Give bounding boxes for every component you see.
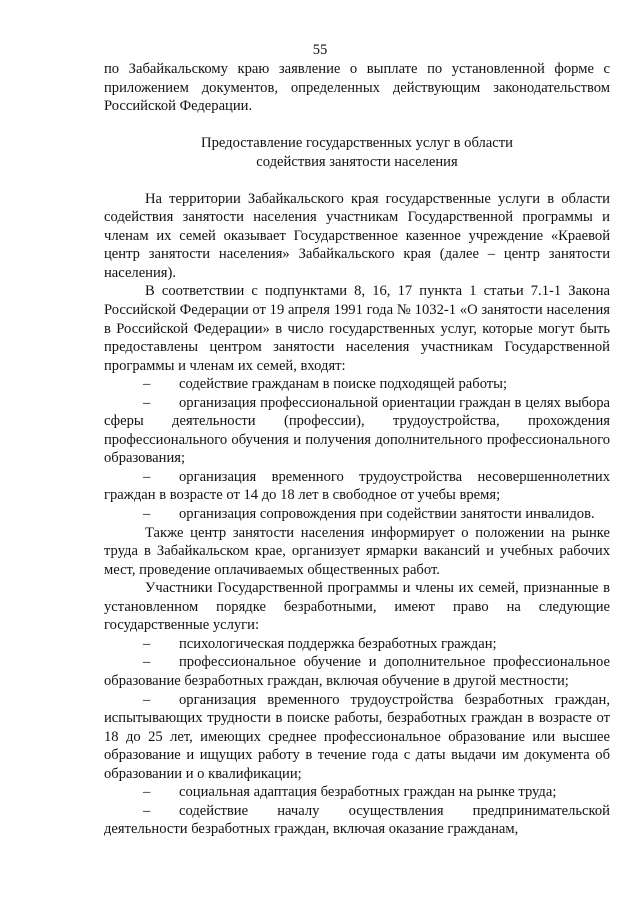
list-item xyxy=(104,468,610,505)
unemployed-services-list xyxy=(104,635,610,839)
list-dash: – xyxy=(143,691,151,708)
list-dash: – xyxy=(143,654,151,671)
list-dash: – xyxy=(143,506,151,523)
list-dash: – xyxy=(143,376,151,393)
paragraph-legal-basis: В соответствии с подпунктами 8, 16, 17 пункта 1 статьи 7.1-1 Закона Российской Федерации от 19 апреля 1991 года № 1032-1 «О занятости населения в Российской Федерации» в число государственных услуг, которые могут быть предоставлены центром занятости населения участникам Государственной программы и членам их семей, входят: xyxy=(104,283,610,374)
spacer xyxy=(104,116,610,135)
list-item xyxy=(104,635,610,654)
list-item-text: содействие началу осуществления предпринимательской деятельности безработных граждан, включая оказание гражданам, xyxy=(104,802,610,838)
paragraph-service-provider: На территории Забайкальского края государственные услуги в области содействия занятости населения участникам Государственной программы и членам их семей оказывает Государственное казенное учреждение «Краевой центр занятости населения» Забайкальского края (далее – центр занятости населения). xyxy=(104,190,610,281)
list-dash: – xyxy=(143,635,151,652)
list-item xyxy=(104,691,610,784)
list-item xyxy=(104,802,610,839)
list-dash: – xyxy=(143,394,151,411)
list-item-text: организация профессиональной ориентации граждан в целях выбора сферы деятельности (профессии), трудоустройства, прохождения профессионального обучения и получения дополнительного профессионального образования; xyxy=(104,394,610,467)
list-item-text: организация временного трудоустройства безработных граждан, испытывающих трудности в поиске работы, безработных граждан в возрасте от 18 до 25 лет, имеющих среднее профессиональное образование или высшее образование и ищущих работу в течение года с даты выдачи им документа об образовании и о квалификации; xyxy=(104,691,610,782)
section-heading-line-1: Предоставление государственных услуг в области xyxy=(201,135,513,152)
section-heading-line-2: содействия занятости населения xyxy=(256,153,458,170)
intro-paragraph: по Забайкальскому краю заявление о выплате по установленной форме с приложением документов, определенных действующим законодательством Российской Федерации. xyxy=(104,61,610,115)
list-item xyxy=(104,783,610,802)
list-item xyxy=(104,653,610,690)
list-item-text: организация сопровождения при содействии занятости инвалидов. xyxy=(179,506,595,523)
services-list xyxy=(104,375,610,523)
list-item-text: содействие гражданам в поиске подходящей работы; xyxy=(179,376,508,393)
list-item xyxy=(104,375,610,394)
list-dash: – xyxy=(143,468,151,485)
paragraph-unemployed-rights: Участники Государственной программы и члены их семей, признанные в установленном порядке безработными, имеют право на следующие государственные услуги: xyxy=(104,580,610,634)
document-body xyxy=(104,60,610,839)
page-number: 55 xyxy=(312,42,328,58)
list-item xyxy=(104,394,610,468)
paragraph-labor-market-info: Также центр занятости населения информирует о положении на рынке труда в Забайкальском крае, организует ярмарки вакансий и учебных рабочих мест, проведение оплачиваемых общественных работ. xyxy=(104,524,610,578)
list-item xyxy=(104,505,610,524)
list-dash: – xyxy=(143,784,151,801)
list-dash: – xyxy=(143,802,151,819)
list-item-text: организация временного трудоустройства несовершеннолетних граждан в возрасте от 14 до 18 лет в свободное от учебы время; xyxy=(104,468,610,504)
list-item-text: профессиональное обучение и дополнительное профессиональное образование безработных граждан, включая обучение в другой местности; xyxy=(104,654,610,689)
list-item-text: социальная адаптация безработных граждан на рынке труда; xyxy=(179,784,557,801)
spacer xyxy=(104,171,610,190)
list-item-text: психологическая поддержка безработных граждан; xyxy=(179,635,497,652)
